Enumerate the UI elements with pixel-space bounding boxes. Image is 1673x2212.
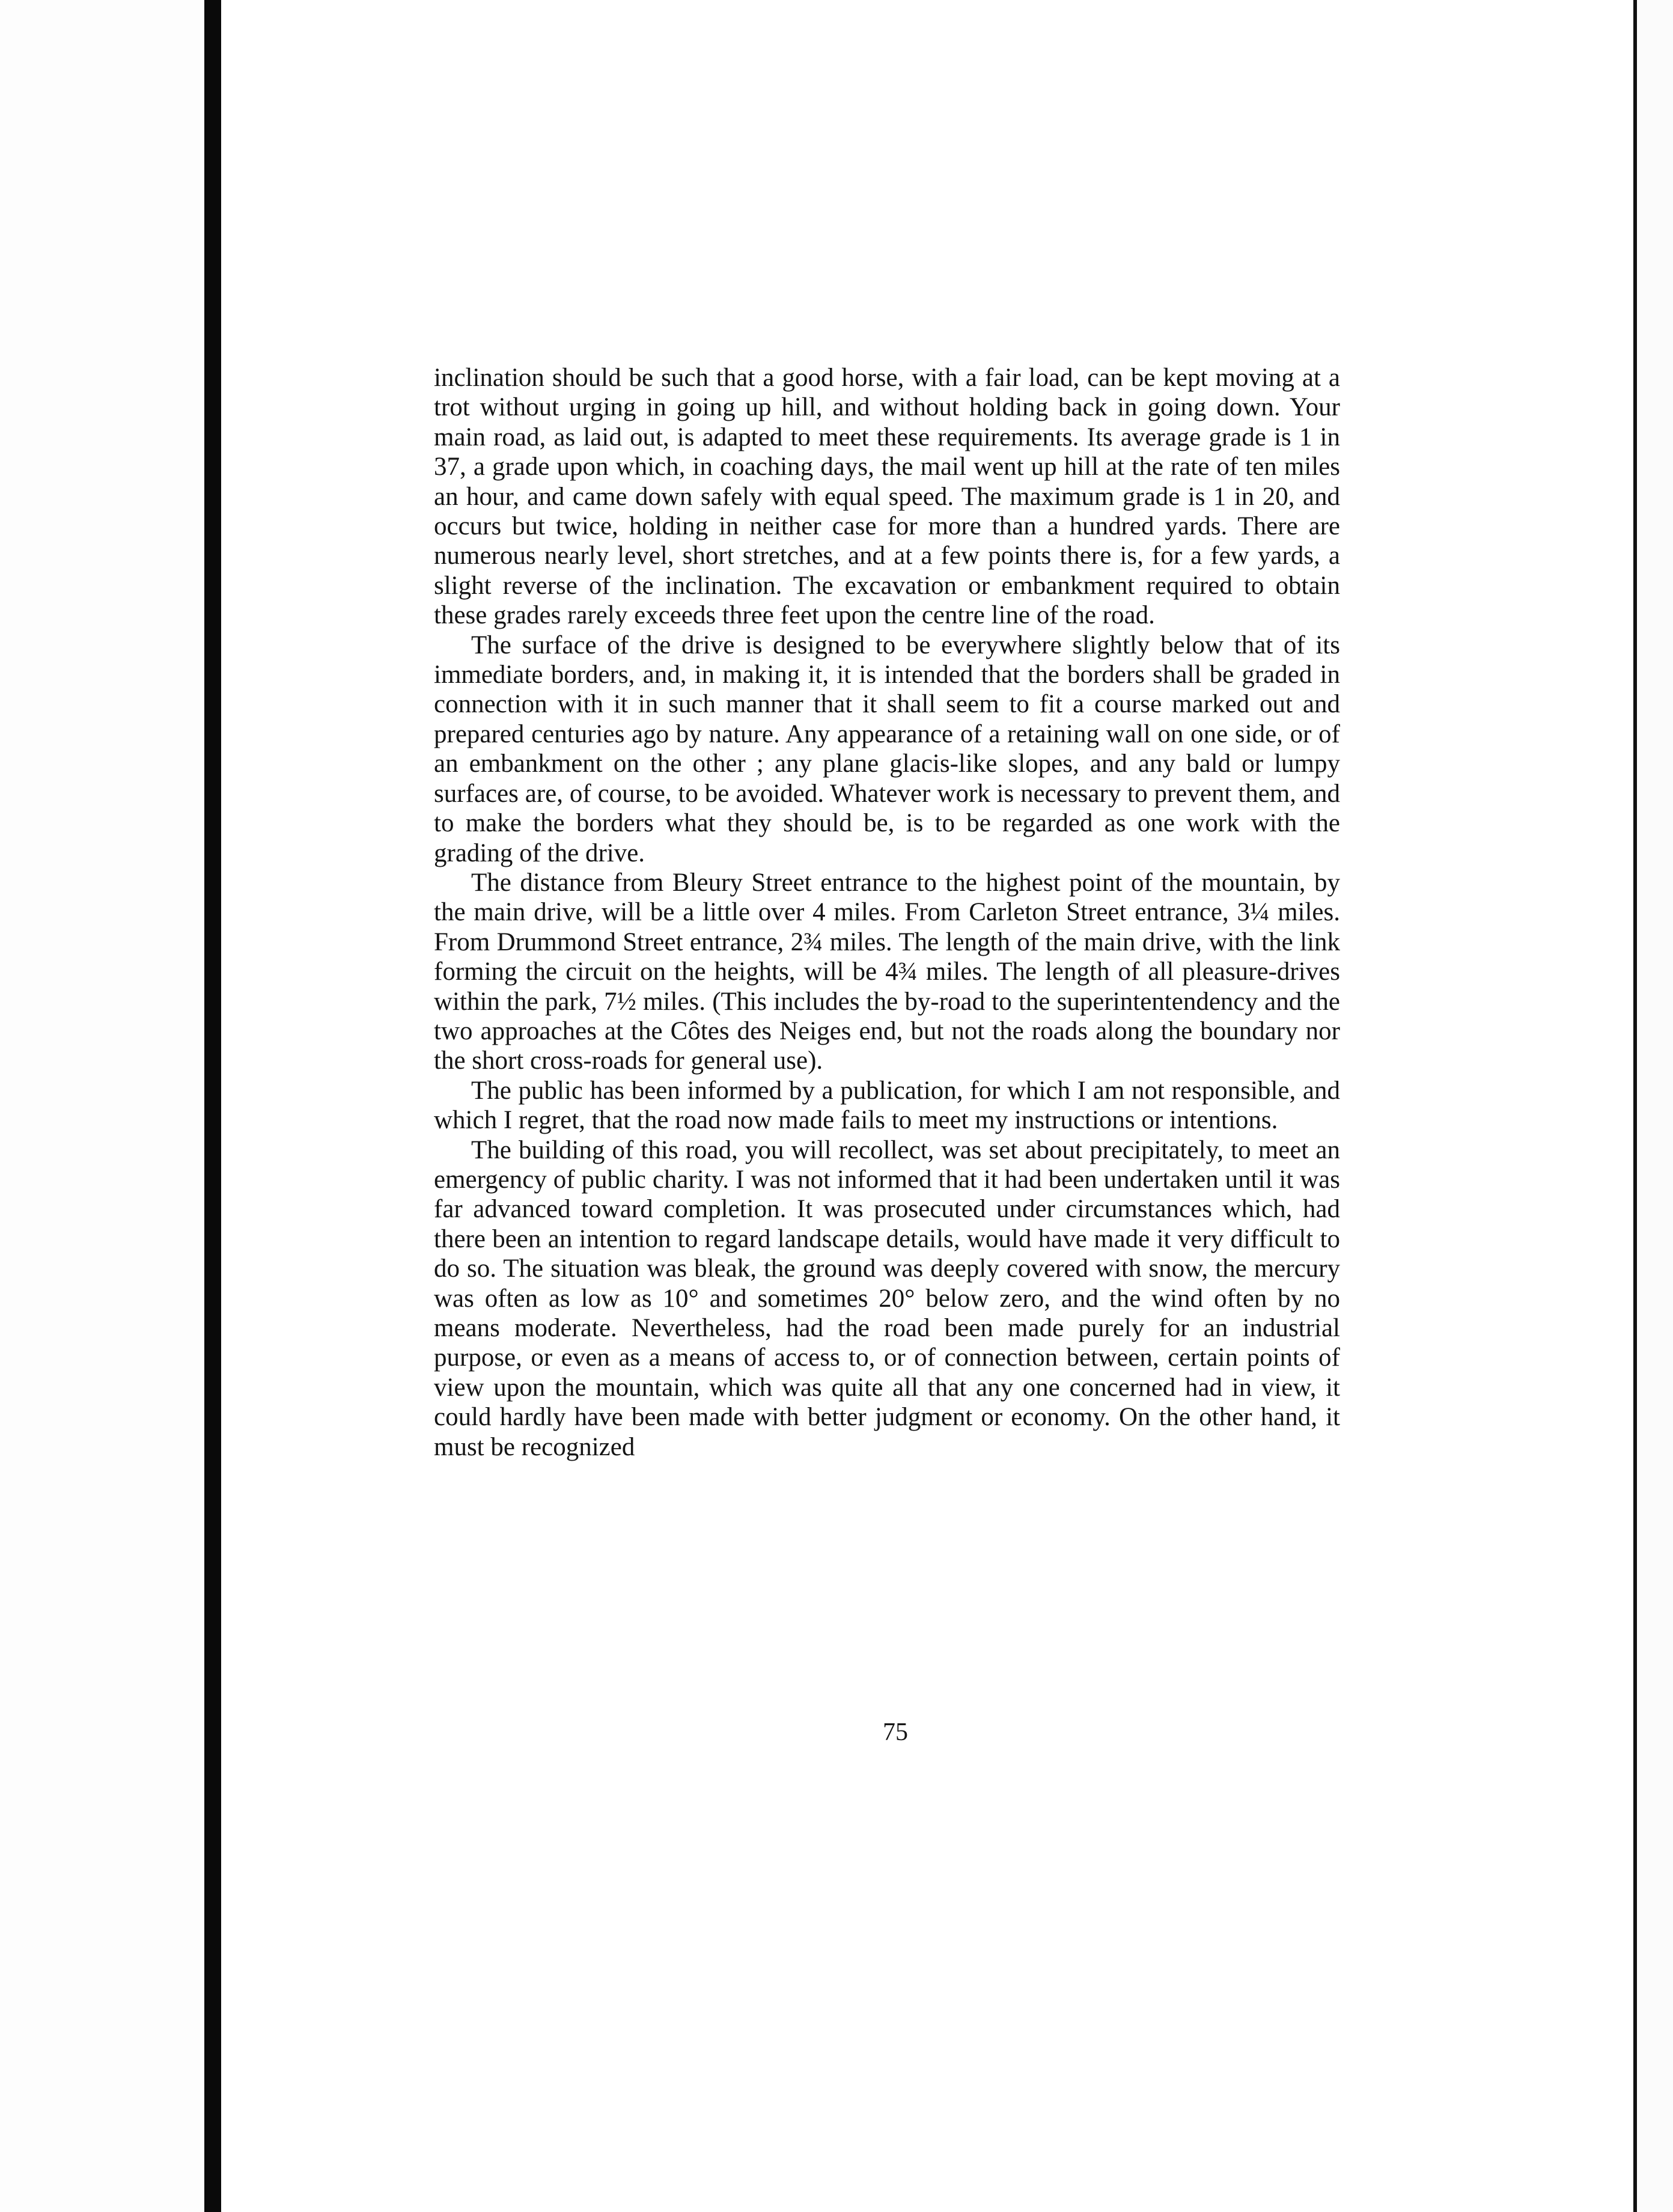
paragraph: inclination should be such that a good horse, with a fair load, can be kept moving at a trot without urging in going up hill, and without holding back in going down. Your main road, as laid out, is adapted to meet these requirements. Its average grade is 1 in 37, a grade upon which, in coaching days, the mail went up hill at the rate of ten miles an hour, and came down safely with equal speed. The maximum grade is 1 in 20, and occurs but twice, holding in neither case for more than a hundred yards. There are numerous nearly level, short stretches, and at a few points there is, for a few yards, a slight reverse of the inclination. The excavation or embankment required to obtain these grades rarely exceeds three feet upon the centre line of the road. [434, 364, 1340, 630]
page-number: 75 [883, 1719, 908, 1746]
page-fore-edge [1633, 0, 1673, 2212]
paragraph: The building of this road, you will recollect, was set about precipitately, to meet an emergency of public charity. I was not informed that it had been undertaken until it was far advanced toward completion. It was prosecuted under circumstances which, had there been an intention to regard landscape details, would have made it very difficult to do so. The situation was bleak, the ground was deeply covered with snow, the mercury was often as low as 10° and sometimes 20° below zero, and the wind often by no means moderate. Nevertheless, had the road been made purely for an industrial purpose, or even as a means of access to, or of connection between, certain points of view upon the mountain, which was quite all that any one concerned had in view, it could hardly have been made with better judgment or economy. On the other hand, it must be recognized [434, 1135, 1340, 1461]
paragraph: The distance from Bleury Street entrance to the highest point of the mountain, by the main drive, will be a little over 4 miles. From Carleton Street entrance, 3¼ miles. From Drummond Street entrance, 2¾ miles. The length of the main drive, with the link forming the circuit on the heights, will be 4¾ miles. The length of all pleasure-drives within the park, 7½ miles. (This includes the by-road to the superintentendency and the two approaches at the Côtes des Neiges end, but not the roads along the boundary nor the short cross-roads for general use). [434, 868, 1340, 1075]
paragraph: The surface of the drive is designed to be everywhere slightly below that of its immediate borders, and, in making it, it is intended that the borders shall be graded in connection with it in such manner that it shall seem to fit a course marked out and prepared centuries ago by nature. Any appearance of a retaining wall on one side, or of an embankment on the other ; any plane glacis-like slopes, and any bald or lumpy surfaces are, of course, to be avoided. Whatever work is necessary to prevent them, and to make the borders what they should be, is to be regarded as one work with the grading of the drive. [434, 631, 1340, 867]
paragraph: The public has been informed by a publication, for which I am not responsible, and which I regret, that the road now made fails to meet my instructions or intentions. [434, 1076, 1340, 1135]
facing-page-edge [0, 0, 204, 2212]
body-text [434, 363, 1340, 1462]
book-gutter [204, 0, 221, 2212]
